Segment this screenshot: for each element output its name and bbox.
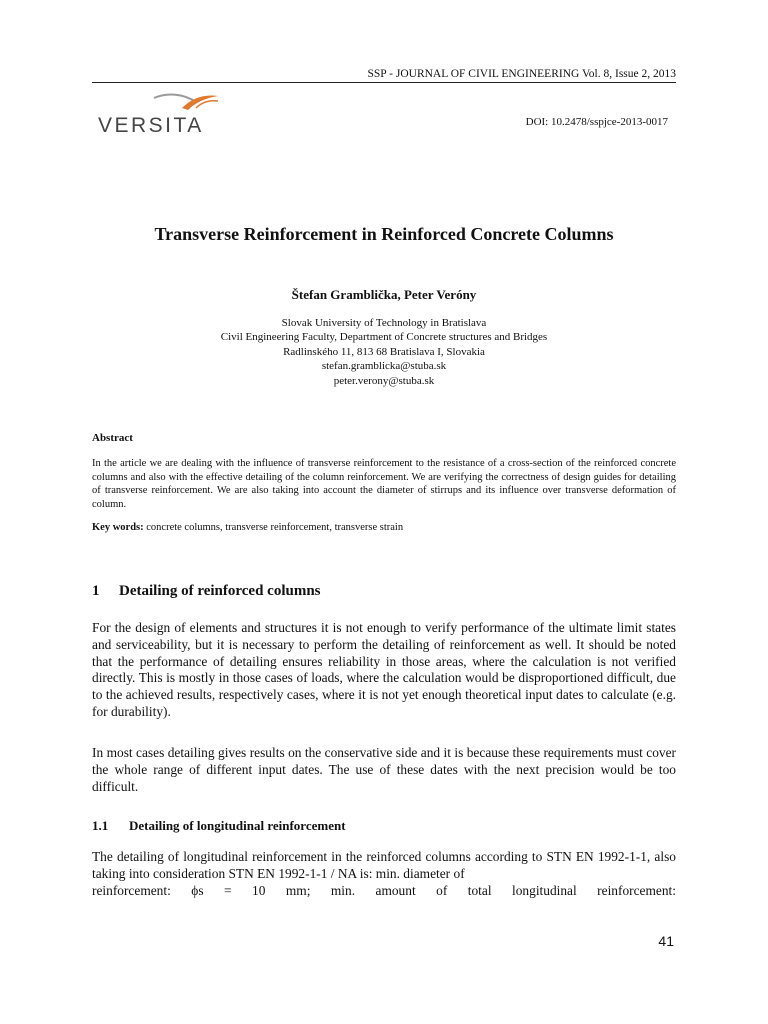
section-number: 1 bbox=[92, 583, 100, 599]
author-email-1: stefan.gramblicka@stuba.sk bbox=[321, 360, 447, 373]
affiliation-address: Radlinského 11, 813 68 Bratislava I, Slovakia bbox=[283, 345, 485, 358]
paragraph-last-line: reinforcement: ϕs = 10 mm; min. amount of total longitudinal reinforcement: bbox=[92, 882, 676, 898]
paragraph-body: The detailing of longitudinal reinforcement in the reinforced columns according to STN EN 1992-1-1, also taking into consideration STN EN 1992-1-1 / NA is: min. diameter of bbox=[92, 849, 676, 881]
authors: Štefan Gramblička, Peter Veróny bbox=[291, 287, 477, 302]
header-rule bbox=[92, 82, 676, 83]
journal-header: SSP - JOURNAL OF CIVIL ENGINEERING Vol. 8, Issue 2, 2013 bbox=[367, 68, 676, 80]
paragraph: For the design of elements and structures it is not enough to verify performance of the ultimate limit states and serviceability, but it is necessary to perform the detailing of reinforcement as well. It should be noted that the performance of detailing ensures reliability in those areas, where the calculation is not verified directly. This is mostly in those cases of loads, where the calculation would be disproportioned difficult, due to the achieved results, respectively cases, where it is not yet enough theoretical input dates to calculate (e.g. for durability). bbox=[92, 620, 676, 719]
affiliation-department: Civil Engineering Faculty, Department of Concrete structures and Bridges bbox=[220, 331, 548, 344]
subsection-title: Detailing of longitudinal reinforcement bbox=[129, 818, 346, 833]
affiliation-block bbox=[0, 316, 768, 388]
paper-title: Transverse Reinforcement in Reinforced Concrete Columns bbox=[154, 224, 614, 244]
doi: DOI: 10.2478/sspjce-2013-0017 bbox=[525, 116, 668, 128]
keywords-label: Key words: bbox=[92, 522, 144, 533]
versita-logo-text: VERSITA bbox=[98, 114, 204, 137]
keywords bbox=[92, 522, 676, 533]
author-email-2: peter.verony@stuba.sk bbox=[333, 374, 435, 387]
keywords-list: concrete columns, transverse reinforcement, transverse strain bbox=[143, 522, 404, 533]
affiliation-university: Slovak University of Technology in Bratislava bbox=[281, 317, 487, 329]
subsection-number: 1.1 bbox=[92, 818, 109, 833]
section-title: Detailing of reinforced columns bbox=[119, 583, 321, 599]
section-heading bbox=[92, 583, 321, 600]
paragraph: In most cases detailing gives results on the conservative side and it is because these requirements must cover the whole range of different input dates. The use of these dates with the next precision would be too difficult. bbox=[92, 745, 676, 794]
subsection-heading bbox=[92, 818, 346, 834]
paragraph bbox=[92, 849, 676, 899]
page-number: 41 bbox=[658, 933, 674, 949]
abstract-heading: Abstract bbox=[92, 432, 133, 444]
abstract-text: In the article we are dealing with the influence of transverse reinforcement to the resistance of a cross-section of the reinforced concrete columns and also with the effective detailing of the column reinforcement. We are verifying the correctness of design guides for detailing of transverse reinforcement. We are also taking into account the diameter of stirrups and its influence over transverse deformation of column. bbox=[92, 458, 676, 510]
